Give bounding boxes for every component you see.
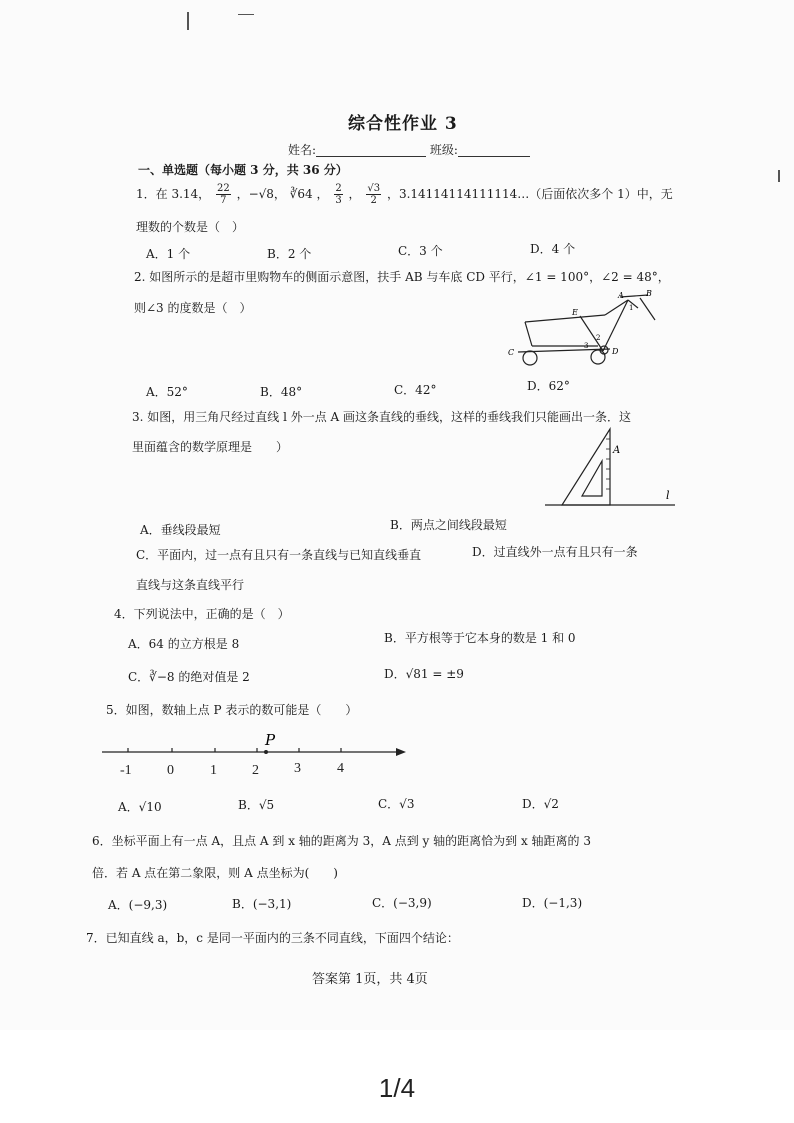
option-d-continued: 直线与这条直线平行 — [136, 578, 245, 592]
option-a: A．52° — [146, 385, 188, 399]
option-b: B．平方根等于它本身的数是 1 和 0 — [384, 631, 576, 645]
option-b: B．(−3,1) — [232, 897, 292, 911]
option-c: C．42° — [394, 383, 437, 397]
name-label: 姓名: — [288, 143, 317, 157]
page-title: 综合性作业 3 — [348, 114, 458, 134]
option-d: D．√81 = ±9 — [384, 667, 464, 681]
shopping-cart-diagram — [500, 288, 670, 373]
option-b: B．48° — [260, 385, 303, 399]
page-indicator: 1/4 — [378, 1073, 416, 1103]
scan-mark — [187, 12, 189, 30]
option-b: B．√5 — [238, 798, 275, 812]
option-d: D．4 个 — [530, 242, 576, 256]
option-d: D．过直线外一点有且只有一条 — [472, 545, 638, 559]
option-a: A．1 个 — [146, 247, 191, 261]
label-E: E — [572, 308, 578, 317]
axis-label: 2 — [252, 763, 259, 778]
question-5: 5．如图，数轴上点 P 表示的数可能是（ ） — [106, 703, 358, 717]
option-b: B．2 个 — [267, 247, 312, 261]
option-c: C．∛−8 的绝对值是 2 — [128, 670, 250, 684]
question-1-line2: 理数的个数是（ ） — [136, 220, 245, 234]
question-3: 3. 如图，用三角尺经过直线 l 外一点 A 画这条直线的垂线，这样的垂线我们只能画出一条．这 — [132, 410, 632, 424]
option-d: D．62° — [527, 379, 570, 393]
option-a: A．垂线段最短 — [140, 523, 221, 537]
option-c: C．3 个 — [398, 244, 443, 258]
name-blank — [316, 144, 426, 157]
fraction: $\frac{√3}{2}$ — [367, 183, 381, 206]
page-footer: 答案第 1页，共 4页 — [312, 972, 428, 987]
question-7: 7．已知直线 a，b，c 是同一平面内的三条不同直线，下面四个结论： — [86, 931, 459, 945]
label-l: l — [666, 489, 670, 502]
label-A: A — [618, 291, 624, 300]
point-p-label: P — [265, 731, 276, 749]
axis-label: 4 — [337, 761, 344, 776]
axis-label: -1 — [120, 763, 132, 778]
point-p-dot — [264, 750, 268, 754]
option-c: C．平面内，过一点有且只有一条直线与已知直线垂直 — [136, 548, 422, 562]
question-2-line2: 则∠3 的度数是（ ） — [134, 301, 252, 315]
axis-label: 3 — [294, 761, 301, 776]
label-D: D — [612, 347, 619, 356]
option-a: A．√10 — [118, 800, 162, 814]
option-c: C．(−3,9) — [372, 896, 432, 910]
label-1: 1 — [629, 304, 634, 312]
class-blank — [458, 144, 530, 157]
axis-label: 0 — [167, 763, 174, 778]
question-1: 1．在 3.14， $\frac{22}{7}$ ，−√8， ∛64 ， $\frac{2}{3}$ ， $\frac{√3}{2}$ ，3.14114114111114…（后面依次多个 1）中，无 — [136, 183, 673, 206]
label-3: 3 — [584, 342, 589, 350]
label-B: B — [646, 289, 652, 298]
question-6: 6．坐标平面上有一点 A，且点 A 到 x 轴的距离为 3，A 点到 y 轴的距离恰为到 x 轴距离的 3 — [92, 834, 591, 848]
label-C: C — [508, 348, 515, 357]
student-info — [288, 143, 530, 157]
label-A: A — [613, 445, 621, 456]
label-2: 2 — [596, 334, 601, 342]
fraction: $\frac{22}{7}$ — [217, 183, 230, 206]
question-3-line2: 里面蕴含的数学原理是 ） — [132, 440, 289, 454]
class-label: 班级: — [429, 143, 458, 157]
option-a: A．(−9,3) — [108, 898, 168, 912]
triangle-ruler-diagram — [540, 425, 680, 510]
axis-label: 1 — [210, 763, 217, 778]
option-c: C．√3 — [378, 797, 415, 811]
option-d: D．(−1,3) — [522, 896, 583, 910]
section-heading: 一、单选题（每小题 3 分，共 36 分） — [138, 163, 348, 177]
scan-mark — [778, 170, 780, 182]
question-6-line2: 倍．若 A 点在第二象限，则 A 点坐标为( ) — [92, 866, 338, 880]
scan-mark — [238, 14, 254, 15]
option-d: D．√2 — [522, 797, 559, 811]
option-a: A．64 的立方根是 8 — [128, 637, 240, 651]
question-4: 4．下列说法中，正确的是（ ） — [114, 607, 290, 621]
option-b: B．两点之间线段最短 — [390, 518, 507, 532]
question-2: 2. 如图所示的是超市里购物车的侧面示意图，扶手 AB 与车底 CD 平行，∠1 = 100°，∠2 = 48°， — [134, 270, 670, 284]
number-line-diagram — [100, 730, 410, 780]
fraction: $\frac{2}{3}$ — [335, 183, 342, 206]
